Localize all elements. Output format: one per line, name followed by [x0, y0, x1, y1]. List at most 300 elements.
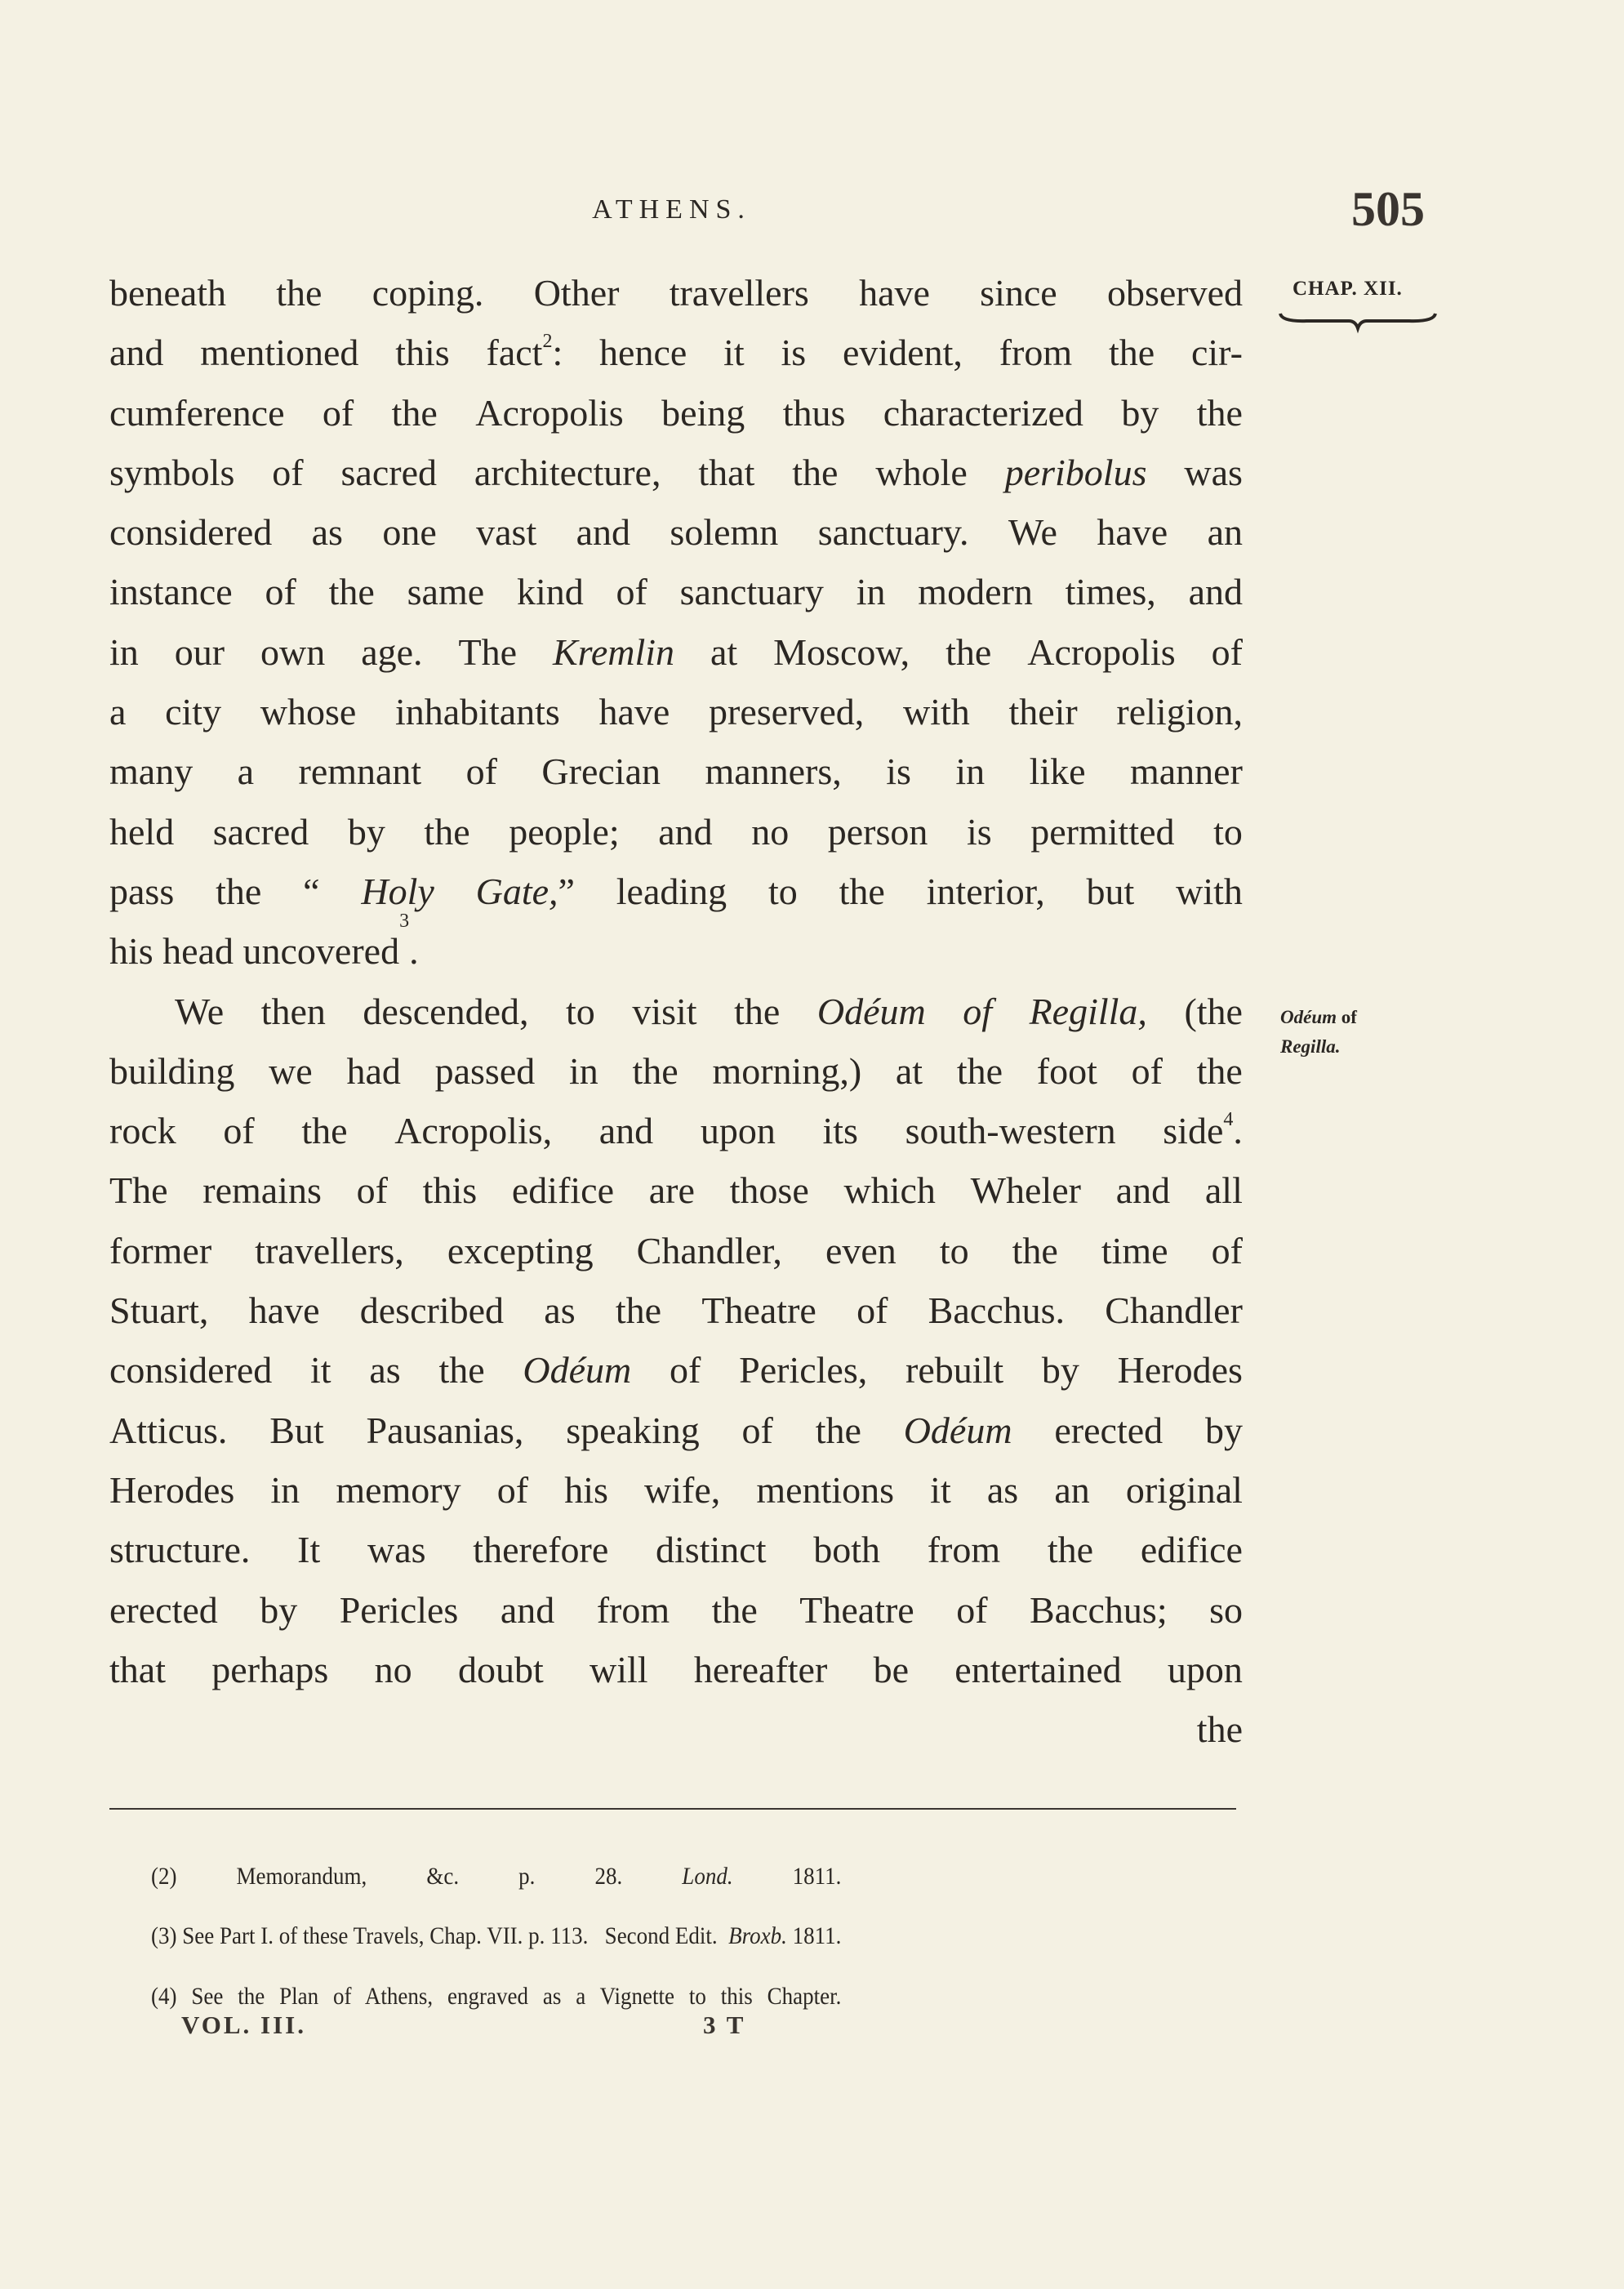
text-segment: by: [1121, 391, 1159, 434]
text-segment: wife,: [644, 1468, 721, 1511]
text-segment: to: [1213, 810, 1243, 853]
text-segment: perhaps: [211, 1648, 329, 1690]
text-segment: time: [1101, 1229, 1168, 1271]
brace-ornament-icon: [1274, 310, 1437, 335]
text-segment: his: [564, 1468, 608, 1511]
text-segment: Acropolis: [1027, 630, 1176, 673]
word: [312, 502, 343, 562]
text-segment: by: [1041, 1349, 1079, 1392]
text-segment: doubt: [457, 1648, 544, 1690]
word: [1184, 443, 1243, 502]
word: [670, 502, 778, 562]
word: [644, 1460, 720, 1520]
word: [1163, 1101, 1243, 1160]
text-segment: sacred: [340, 451, 437, 493]
text-segment: evident,: [843, 332, 963, 374]
text-segment: upon: [700, 1110, 776, 1152]
text-line: [109, 1401, 1243, 1460]
text-segment: :: [552, 332, 563, 374]
word: [303, 862, 319, 921]
text-segment: considered: [109, 511, 273, 554]
text-segment: with: [1176, 870, 1243, 912]
word: [202, 1160, 322, 1220]
text-segment: considered: [109, 1349, 273, 1392]
text-segment: many: [109, 750, 194, 793]
text-segment: the: [1196, 1049, 1243, 1092]
text-segment: memory: [336, 1468, 461, 1511]
word: [886, 741, 911, 801]
word: [616, 1280, 661, 1340]
text-segment: the: [734, 990, 781, 1032]
word: [1141, 1520, 1243, 1579]
text-segment: own: [260, 630, 326, 673]
text-segment: which: [843, 1169, 936, 1212]
italic-text: Odéum: [816, 990, 926, 1032]
text-segment: the: [615, 1289, 662, 1332]
text-segment: cir-: [1190, 332, 1243, 374]
word: [223, 1101, 254, 1160]
text-segment: therefore: [473, 1529, 609, 1571]
text-segment: of: [1211, 1229, 1243, 1271]
italic-text: Odéum: [523, 1349, 632, 1392]
word: [954, 1640, 1121, 1699]
word: [1116, 1160, 1170, 1220]
text-segment: that: [109, 1648, 166, 1690]
text-segment: inhabitants: [394, 691, 560, 733]
word: [1197, 383, 1243, 443]
text-segment: descended,: [363, 990, 529, 1032]
word: [375, 1640, 412, 1699]
word: [336, 1460, 461, 1520]
text-segment: an: [1054, 1468, 1090, 1511]
text-segment: But: [269, 1409, 324, 1451]
text-segment: the: [956, 1049, 1003, 1092]
text-segment: then: [260, 990, 326, 1032]
margin-note-regilla: Regilla.: [1280, 1036, 1341, 1057]
word: [459, 622, 518, 682]
text-segment: passed: [434, 1049, 536, 1092]
text-segment: whose: [260, 691, 357, 733]
word: [1054, 1401, 1163, 1460]
text-line: [109, 1699, 1243, 1759]
word: [109, 323, 163, 382]
text-segment: erected: [1054, 1409, 1163, 1451]
word: [265, 562, 296, 621]
word: [109, 1101, 176, 1160]
text-segment: foot: [1036, 1049, 1097, 1092]
text-segment: the: [216, 870, 262, 912]
text-segment: it: [930, 1468, 951, 1511]
text-segment: remains: [202, 1169, 322, 1212]
italic-text: of: [963, 990, 993, 1032]
word: [670, 1340, 701, 1400]
text-line: [109, 1460, 1243, 1520]
word: [109, 1520, 250, 1579]
text-segment: the: [792, 451, 839, 493]
word: [599, 323, 687, 382]
text-segment: Bacchus.: [928, 1289, 1066, 1332]
word: [799, 1580, 914, 1640]
word: [1209, 1580, 1243, 1640]
text-segment: the: [632, 1049, 679, 1092]
text-segment: and: [576, 511, 631, 554]
text-segment: person: [827, 810, 928, 853]
text-segment: as: [311, 511, 343, 554]
word: [1037, 1041, 1097, 1101]
text-segment: leading: [616, 870, 727, 912]
italic-text: peribolus: [1004, 451, 1147, 493]
word: [109, 1340, 272, 1400]
word: [1205, 1401, 1243, 1460]
text-segment: in: [270, 1468, 300, 1511]
word: [1008, 502, 1057, 562]
word: [883, 383, 1083, 443]
text-segment: both: [813, 1529, 880, 1571]
text-segment: permitted: [1030, 810, 1175, 853]
text-segment: like: [1029, 750, 1086, 793]
word: [109, 862, 174, 921]
word: [1130, 741, 1243, 801]
text-segment: being: [661, 391, 745, 434]
word: [1116, 682, 1243, 741]
text-segment: as: [986, 1468, 1019, 1511]
text-line: [109, 1580, 1243, 1640]
text-line: [109, 502, 1243, 562]
italic-text: Regilla,: [1029, 990, 1147, 1032]
text-segment: and: [598, 1110, 654, 1152]
text-segment: (2) Memorandum, &c. p. 28.: [151, 1863, 683, 1890]
word: [930, 1460, 951, 1520]
word: [447, 1221, 594, 1280]
margin-note-odeum: [1280, 1003, 1357, 1062]
word: [1012, 1221, 1058, 1280]
text-line: [109, 383, 1243, 443]
word: [276, 263, 322, 323]
text-segment: beneath: [109, 272, 227, 314]
word: [781, 323, 807, 382]
word: [348, 802, 385, 862]
text-segment: by: [260, 1588, 298, 1631]
word: [363, 982, 528, 1041]
word: [828, 802, 928, 862]
text-segment: age.: [361, 630, 423, 673]
word: [476, 502, 536, 562]
text-line: [109, 982, 1243, 1041]
word: [109, 1580, 218, 1640]
word: [109, 1640, 166, 1699]
footnote-ref: 3: [399, 911, 410, 933]
word: [723, 323, 745, 382]
word: [783, 383, 846, 443]
word: [340, 1580, 459, 1640]
text-segment: manner: [1129, 750, 1243, 793]
word: [109, 502, 272, 562]
text-segment: fact: [486, 332, 543, 374]
text-segment: and: [500, 1588, 555, 1631]
word: [905, 1101, 1116, 1160]
word: [694, 1640, 827, 1699]
word: [918, 562, 1033, 621]
word: [927, 862, 1045, 921]
word: [709, 682, 864, 741]
text-segment: pass: [109, 870, 175, 912]
word: [730, 1160, 809, 1220]
word: [768, 862, 798, 921]
word: [658, 802, 712, 862]
text-segment: the: [815, 1409, 861, 1451]
word: [476, 862, 575, 921]
text-segment: of: [856, 1289, 888, 1332]
word: [255, 1221, 404, 1280]
word: [517, 562, 584, 621]
word: [260, 1580, 297, 1640]
text-segment: this: [395, 332, 450, 374]
text-segment: Pericles: [339, 1588, 459, 1631]
word: [928, 1280, 1065, 1340]
word: [967, 802, 992, 862]
text-segment: of: [741, 1409, 773, 1451]
word: [109, 562, 233, 621]
word: [438, 1340, 484, 1400]
text-segment: ”: [558, 870, 575, 912]
word: [395, 682, 560, 741]
text-segment: Moscow,: [773, 630, 910, 673]
text-segment: as: [544, 1289, 576, 1332]
word: [742, 1401, 773, 1460]
word: [509, 802, 619, 862]
text-segment: edifice: [511, 1169, 615, 1212]
text-segment: rock: [109, 1110, 176, 1152]
text-segment: the: [1196, 391, 1243, 434]
text-segment: but: [1086, 870, 1135, 912]
word: [423, 1160, 477, 1220]
text-segment: from: [927, 1529, 1001, 1571]
text-segment: entertained: [954, 1648, 1122, 1690]
italic-text: Broxb.: [728, 1922, 787, 1950]
word: [656, 1520, 766, 1579]
text-segment: Chandler,: [636, 1229, 782, 1271]
word: [1042, 1340, 1079, 1400]
word: [541, 741, 661, 801]
word: [1168, 1640, 1243, 1699]
word: [1118, 1340, 1243, 1400]
text-segment: in: [568, 1049, 598, 1092]
text-segment: visit: [632, 990, 697, 1032]
text-segment: The: [458, 630, 518, 673]
text-segment: former: [109, 1229, 212, 1271]
text-line: [109, 862, 1243, 921]
word: [1030, 802, 1174, 862]
text-segment: this: [422, 1169, 478, 1212]
word: [310, 1340, 331, 1400]
text-segment: solemn: [670, 511, 779, 554]
italic-text: Lond.: [682, 1863, 733, 1890]
text-segment: architecture,: [474, 451, 661, 493]
text-segment: symbols: [109, 451, 235, 493]
word: [216, 862, 261, 921]
word: [497, 1460, 528, 1520]
text-segment: “: [303, 870, 320, 912]
text-segment: Theatre: [701, 1289, 816, 1332]
word: [792, 443, 838, 502]
text-segment: instance: [109, 571, 233, 613]
word: [896, 1041, 923, 1101]
word: [710, 622, 737, 682]
word: [360, 1280, 504, 1340]
text-segment: are: [648, 1169, 695, 1212]
italic-text: Gate,: [475, 870, 558, 912]
word: [1030, 982, 1147, 1041]
word: [1107, 263, 1243, 323]
text-segment: Herodes: [1117, 1349, 1243, 1392]
text-segment: vast: [476, 511, 537, 554]
word: [109, 263, 226, 323]
word: [987, 1460, 1018, 1520]
text-segment: erected: [109, 1588, 218, 1631]
word: [1208, 502, 1243, 562]
word: [1030, 741, 1086, 801]
word: [633, 1041, 679, 1101]
text-segment: at: [895, 1049, 923, 1092]
word: [817, 982, 926, 1041]
word: [1066, 562, 1156, 621]
text-segment: travellers: [669, 272, 809, 314]
text-segment: that: [698, 451, 755, 493]
word: [739, 1340, 867, 1400]
word: [599, 682, 670, 741]
text-segment: of: [265, 571, 296, 613]
word: [875, 443, 967, 502]
word: [341, 443, 437, 502]
text-segment: side: [1163, 1110, 1224, 1152]
text-segment: whole: [875, 451, 968, 493]
word: [175, 622, 225, 682]
word: [269, 1401, 323, 1460]
word: [813, 1520, 880, 1579]
text-segment: no: [751, 810, 790, 853]
text-segment: .: [409, 930, 419, 973]
word: [756, 1460, 894, 1520]
word: [269, 1041, 313, 1101]
footnote-ref: 4: [1223, 1109, 1234, 1131]
text-segment: (3) See Part I. of these Travels, Chap. VII. p. 113. Second Edit.: [151, 1922, 729, 1950]
text-line: [109, 1520, 1243, 1579]
word: [564, 1460, 608, 1520]
text-segment: and: [658, 810, 713, 853]
text-segment: since: [980, 272, 1057, 314]
word: [369, 1340, 400, 1400]
word: [816, 1401, 861, 1460]
word: [238, 741, 254, 801]
word: [534, 263, 620, 323]
word: [329, 562, 375, 621]
word: [940, 1221, 969, 1280]
word: [1054, 1460, 1089, 1520]
word: [856, 1280, 888, 1340]
text-segment: remnant: [298, 750, 422, 793]
text-line: [109, 682, 1243, 741]
text-segment: manners,: [705, 750, 842, 793]
text-segment: (the: [1184, 990, 1243, 1032]
word: [956, 1580, 987, 1640]
text-segment: excepting: [447, 1229, 594, 1271]
word: [661, 383, 745, 443]
text-segment: of: [496, 1468, 529, 1511]
word: [297, 1520, 320, 1579]
text-segment: so: [1209, 1588, 1243, 1631]
text-segment: described: [359, 1289, 505, 1332]
text-segment: Pausanias,: [366, 1409, 524, 1451]
text-segment: of: [223, 1110, 255, 1152]
word: [109, 1160, 168, 1220]
text-line: [109, 1340, 1243, 1400]
word: [773, 622, 910, 682]
text-segment: the: [1196, 1708, 1243, 1751]
word: [109, 741, 193, 801]
text-segment: and: [109, 332, 164, 374]
word: [1087, 862, 1135, 921]
text-segment: by: [1204, 1409, 1243, 1451]
word: [1213, 802, 1243, 862]
text-segment: .: [1233, 1110, 1243, 1152]
text-segment: Atticus.: [109, 1409, 228, 1451]
word: [569, 1041, 598, 1101]
word: [458, 1640, 544, 1699]
word: [301, 1101, 347, 1160]
word: [165, 682, 221, 741]
chapter-margin-note: CHAP. XII.: [1293, 278, 1403, 300]
text-segment: of: [616, 571, 647, 613]
text-segment: We: [175, 990, 225, 1032]
text-segment: a: [237, 750, 255, 793]
word: [904, 1401, 1012, 1460]
word: [1097, 502, 1168, 562]
word: [670, 263, 809, 323]
text-segment: same: [407, 571, 485, 613]
text-segment: coping.: [372, 272, 484, 314]
text-segment: the: [711, 1588, 758, 1631]
text-segment: hence: [599, 332, 687, 374]
text-segment: of: [322, 391, 354, 434]
word: [175, 982, 224, 1041]
text-segment: the: [1108, 332, 1155, 374]
word: [109, 1221, 211, 1280]
text-segment: the: [945, 630, 992, 673]
text-segment: people;: [509, 810, 620, 853]
text-segment: it: [310, 1349, 331, 1392]
word: [260, 682, 357, 741]
word: [1121, 383, 1159, 443]
text-segment: to: [768, 870, 798, 912]
text-line: [109, 562, 1243, 621]
word: [299, 741, 422, 801]
word: [361, 862, 434, 921]
word: [109, 443, 234, 502]
word: [818, 502, 969, 562]
text-segment: city: [165, 691, 222, 733]
word: [270, 1460, 300, 1520]
word: [566, 982, 595, 1041]
text-segment: mentioned: [200, 332, 359, 374]
text-segment: even: [825, 1229, 897, 1271]
text-segment: speaking: [566, 1409, 700, 1451]
word: [435, 1041, 536, 1101]
word: [616, 562, 647, 621]
text-segment: had: [346, 1049, 401, 1092]
italic-text: Kremlin: [552, 630, 675, 673]
footnote: [151, 1913, 841, 1973]
text-segment: the: [1012, 1229, 1058, 1271]
